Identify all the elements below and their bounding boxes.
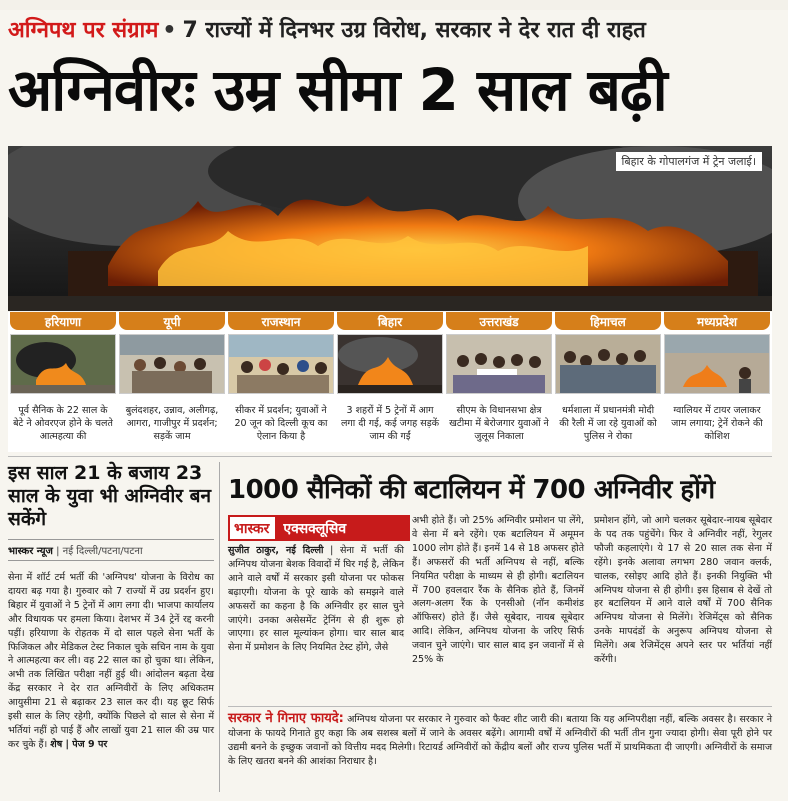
state-desc: धर्मशाला में प्रधानमंत्री मोदी की रैली में जा रहे युवाओं को पुलिस ने रोका <box>559 405 657 442</box>
state-protest-strip <box>8 312 772 452</box>
state-label: मध्यप्रदेश <box>664 312 770 330</box>
state-tile <box>10 312 116 443</box>
left-body-text: सेना में शॉर्ट टर्म भर्ती की 'अग्निपथ' योजना के विरोध का दायरा बढ़ गया है। गुरुवार को 7 राज्यों में उग्र प्रदर्शन हुए। बिहार में युवाओं ने 5 ट्रेनों में आग लगा दी। भाजपा कार्यालय और विधायक पर हमला किया। देशभर में 34 ट्रेनें रद्द करनी पड़ीं। हरियाणा के रोहतक में दो साल पहले सेना भर्ती के फिजिकल और मेडिकल टेस्ट निकाल चुके सचिन नाम के युवा ने आत्महत्या कर ली। वह 22 साल का हो चुका था। लेकिन, अभी तक लिखित परीक्षा नहीं हुई थी। आंदोलन बढ़ता देख केंद्र सरकार ने देर रात अग्निवीरों के लिए अधिकतम आयुसीमा 21 से बढ़ाकर 23 साल कर दी। यह छूट सिर्फ इसी साल के लिए रहेगी, क्योंकि पिछले दो साल से सेना में भर्तियां नहीं हो पाई हैं और लाखों युवा 21 साल की उम्र पार कर चुके हैं। <box>8 572 214 750</box>
left-story-body <box>8 571 214 752</box>
uttarakhand-rally-image <box>447 335 551 393</box>
top-strip <box>0 0 788 10</box>
state-tile <box>555 312 661 443</box>
right-story-headline: 1000 सैनिकों की बटालियन में 700 अग्निवीर होंगे <box>228 475 715 505</box>
facts-divider <box>228 706 772 707</box>
state-label: राजस्थान <box>228 312 334 330</box>
state-desc: सीएम के विधानसभा क्षेत्र खटीमा में बेरोजगार युवाओं ने जुलूस निकाला <box>449 405 549 442</box>
state-tile <box>119 312 225 443</box>
byline-agency: भास्कर न्यूज <box>8 546 53 557</box>
col1-byline: सुजीत ठाकुर, नई दिल्ली <box>228 545 324 556</box>
state-photo <box>10 334 116 394</box>
state-label: हरियाणा <box>10 312 116 330</box>
right-story-col2: अभी होते हैं। जो 25% अग्निवीर प्रमोशन पा लेंगे, वे सेना में बने रहेंगे। एक बटालियन में अमूमन 1000 लोग होते हैं। इनमें 14 से 18 अफसर होते हैं। अफसरों की भर्ती अग्निपथ से नहीं, बल्कि नियमित परीक्षा के माध्यम से ही होगी। बटालियन में 700 हवलदार रैंक के सैनिक होते हैं, जिनमें अलग-अलग रैंक के एनसीओ (नॉन कमीशंड ऑफिसर) होते हैं। जैसे सूबेदार, नायब सूबेदार आदि। लेकिन, अग्निपथ योजना के जरिए सिर्फ जवान चुने जाएंगे। चार साल बाद इन जवानों में से 25% के <box>412 515 584 666</box>
right-story-col1 <box>228 544 404 655</box>
kicker-red: अग्निपथ पर संग्राम <box>8 18 159 43</box>
state-label: उत्तराखंड <box>446 312 552 330</box>
haryana-photo-image <box>11 335 115 393</box>
state-photo <box>228 334 334 394</box>
state-tile <box>446 312 552 443</box>
state-desc: ग्वालियर में टायर जलाकर जाम लगाया; ट्रेनें रोकने की कोशिश <box>671 405 763 442</box>
state-desc: पूर्व सैनिक के 22 साल के बेटे ने ओवरएज होने के चलते आत्महत्या की <box>13 405 113 442</box>
kicker <box>8 14 646 44</box>
state-tile <box>337 312 443 443</box>
left-byline <box>8 539 214 561</box>
state-label: यूपी <box>119 312 225 330</box>
facts-heading: सरकार ने गिनाए फायदे: <box>228 711 344 726</box>
state-photo <box>555 334 661 394</box>
facts-text: अग्निपथ योजना पर सरकार ने गुरुवार को फैक्ट शीट जारी की। बताया कि यह अग्निपरीक्षा नहीं, बल्कि अवसर है। सरकार ने योजना के फायदे गिनाते हुए कहा कि अब सशस्त्र बलों में जाने के अवसर बढ़ेंगे। आगामी वर्षों में अग्निवीरों की भर्ती तीन गुना ज्यादा होगी। सेवा पूरी होने पर उद्यमी बनने के इच्छुक जवानों को वित्तीय मदद मिलेगी। रिटायर्ड अग्निवीरों को केंद्रीय बलों और राज्य पुलिस भर्ती में प्राथमिकता दी जाएगी। अग्निवीरों के समाज के लिए खतरा बनने की आशंका निराधार है। <box>228 714 772 767</box>
government-benefits-box <box>228 712 772 769</box>
rajasthan-crowd-image <box>229 335 333 393</box>
state-desc: 3 शहरों में 5 ट्रेनों में आग लगा दी गई, कई जगह सड़कें जाम की गईं <box>340 405 440 442</box>
state-photo <box>119 334 225 394</box>
kicker-bullet: • <box>162 18 177 43</box>
byline-cities: | नई दिल्ली/पटना/पटना <box>52 546 143 557</box>
left-story-headline: इस साल 21 के बजाय 23 साल के युवा भी अग्निवीर बन सकेंगे <box>8 462 212 530</box>
kicker-rest: 7 राज्यों में दिनभर उग्र विरोध, सरकार ने देर रात दी राहत <box>182 18 646 43</box>
bihar-fire-image <box>338 335 442 393</box>
col1-text: | सेना में भर्ती की अग्निपथ योजना बेशक विवादों में घिर गई है, लेकिन आने वाले वर्षों में सरकार इसी योजना पर फोकस बढ़ाएगी। योजना के पूरे खाके को समझने वाले अफसरों का कहना है कि अग्निवीर हर साल चुने जाएंगे। उनका असेसमेंट ट्रेनिंग से ही शुरू हो जाएगा। हर साल मूल्यांकन होगा। चार साल बाद सेना में प्रमोशन के लिए नियमित टेस्ट होंगे, जैसे <box>228 545 404 654</box>
hero-caption: बिहार के गोपालगंज में ट्रेन जलाई। <box>616 152 762 171</box>
column-rule <box>219 462 220 792</box>
up-crowd-image <box>120 335 224 393</box>
state-desc: बुलंदशहर, उन्नाव, अलीगढ़, आगरा, गाजीपुर में प्रदर्शन; सड़कें जाम <box>125 405 219 442</box>
state-photo <box>446 334 552 394</box>
exclusive-badge <box>228 515 410 541</box>
state-tile <box>664 312 770 443</box>
exclusive-badge-brand: भास्कर <box>230 517 275 539</box>
hero-photo-train-fire <box>8 146 772 311</box>
state-tile <box>228 312 334 443</box>
left-story <box>8 462 214 752</box>
section-divider <box>8 456 772 457</box>
state-label: बिहार <box>337 312 443 330</box>
main-headline: अग्निवीरः उम्र सीमा 2 साल बढ़ी <box>8 56 667 124</box>
himachal-crowd-image <box>556 335 660 393</box>
state-photo <box>664 334 770 394</box>
state-photo <box>337 334 443 394</box>
continued-link[interactable]: शेष | पेज 9 पर <box>50 738 108 750</box>
mp-tyre-fire-image <box>665 335 769 393</box>
state-label: हिमाचल <box>555 312 661 330</box>
right-story-col3: प्रमोशन होंगे, जो आगे चलकर सूबेदार-नायब सूबेदार के पद तक पहुंचेंगे। फिर वे अग्निवीर नहीं, रेगुलर फौजी कहलाएंगे। ये 17 से 20 साल तक सेना में रहेंगे। इनके अलावा लगभग 280 जवान क्लर्क, चालक, रसोइए आदि होते हैं। इनकी नियुक्ति भी अग्निपथ योजना से ही होगी। इस हिसाब से देखें तो हर बटालियन में आने वाले वर्षों में 700 सैनिक अग्निपथ योजना से मिलेंगे। रेजिमेंट्स को सैनिक उनके मापदंडों के अनुरूप अग्निपथ योजना से मिलेंगे। अब रेजिमेंट्स अपने स्तर पर भर्तियां नहीं करेंगी। <box>594 515 772 666</box>
exclusive-badge-label: एक्सक्लूसिव <box>275 517 408 539</box>
state-desc: सीकर में प्रदर्शन; युवाओं ने 20 जून को दिल्ली कूच का ऐलान किया है <box>234 405 328 442</box>
